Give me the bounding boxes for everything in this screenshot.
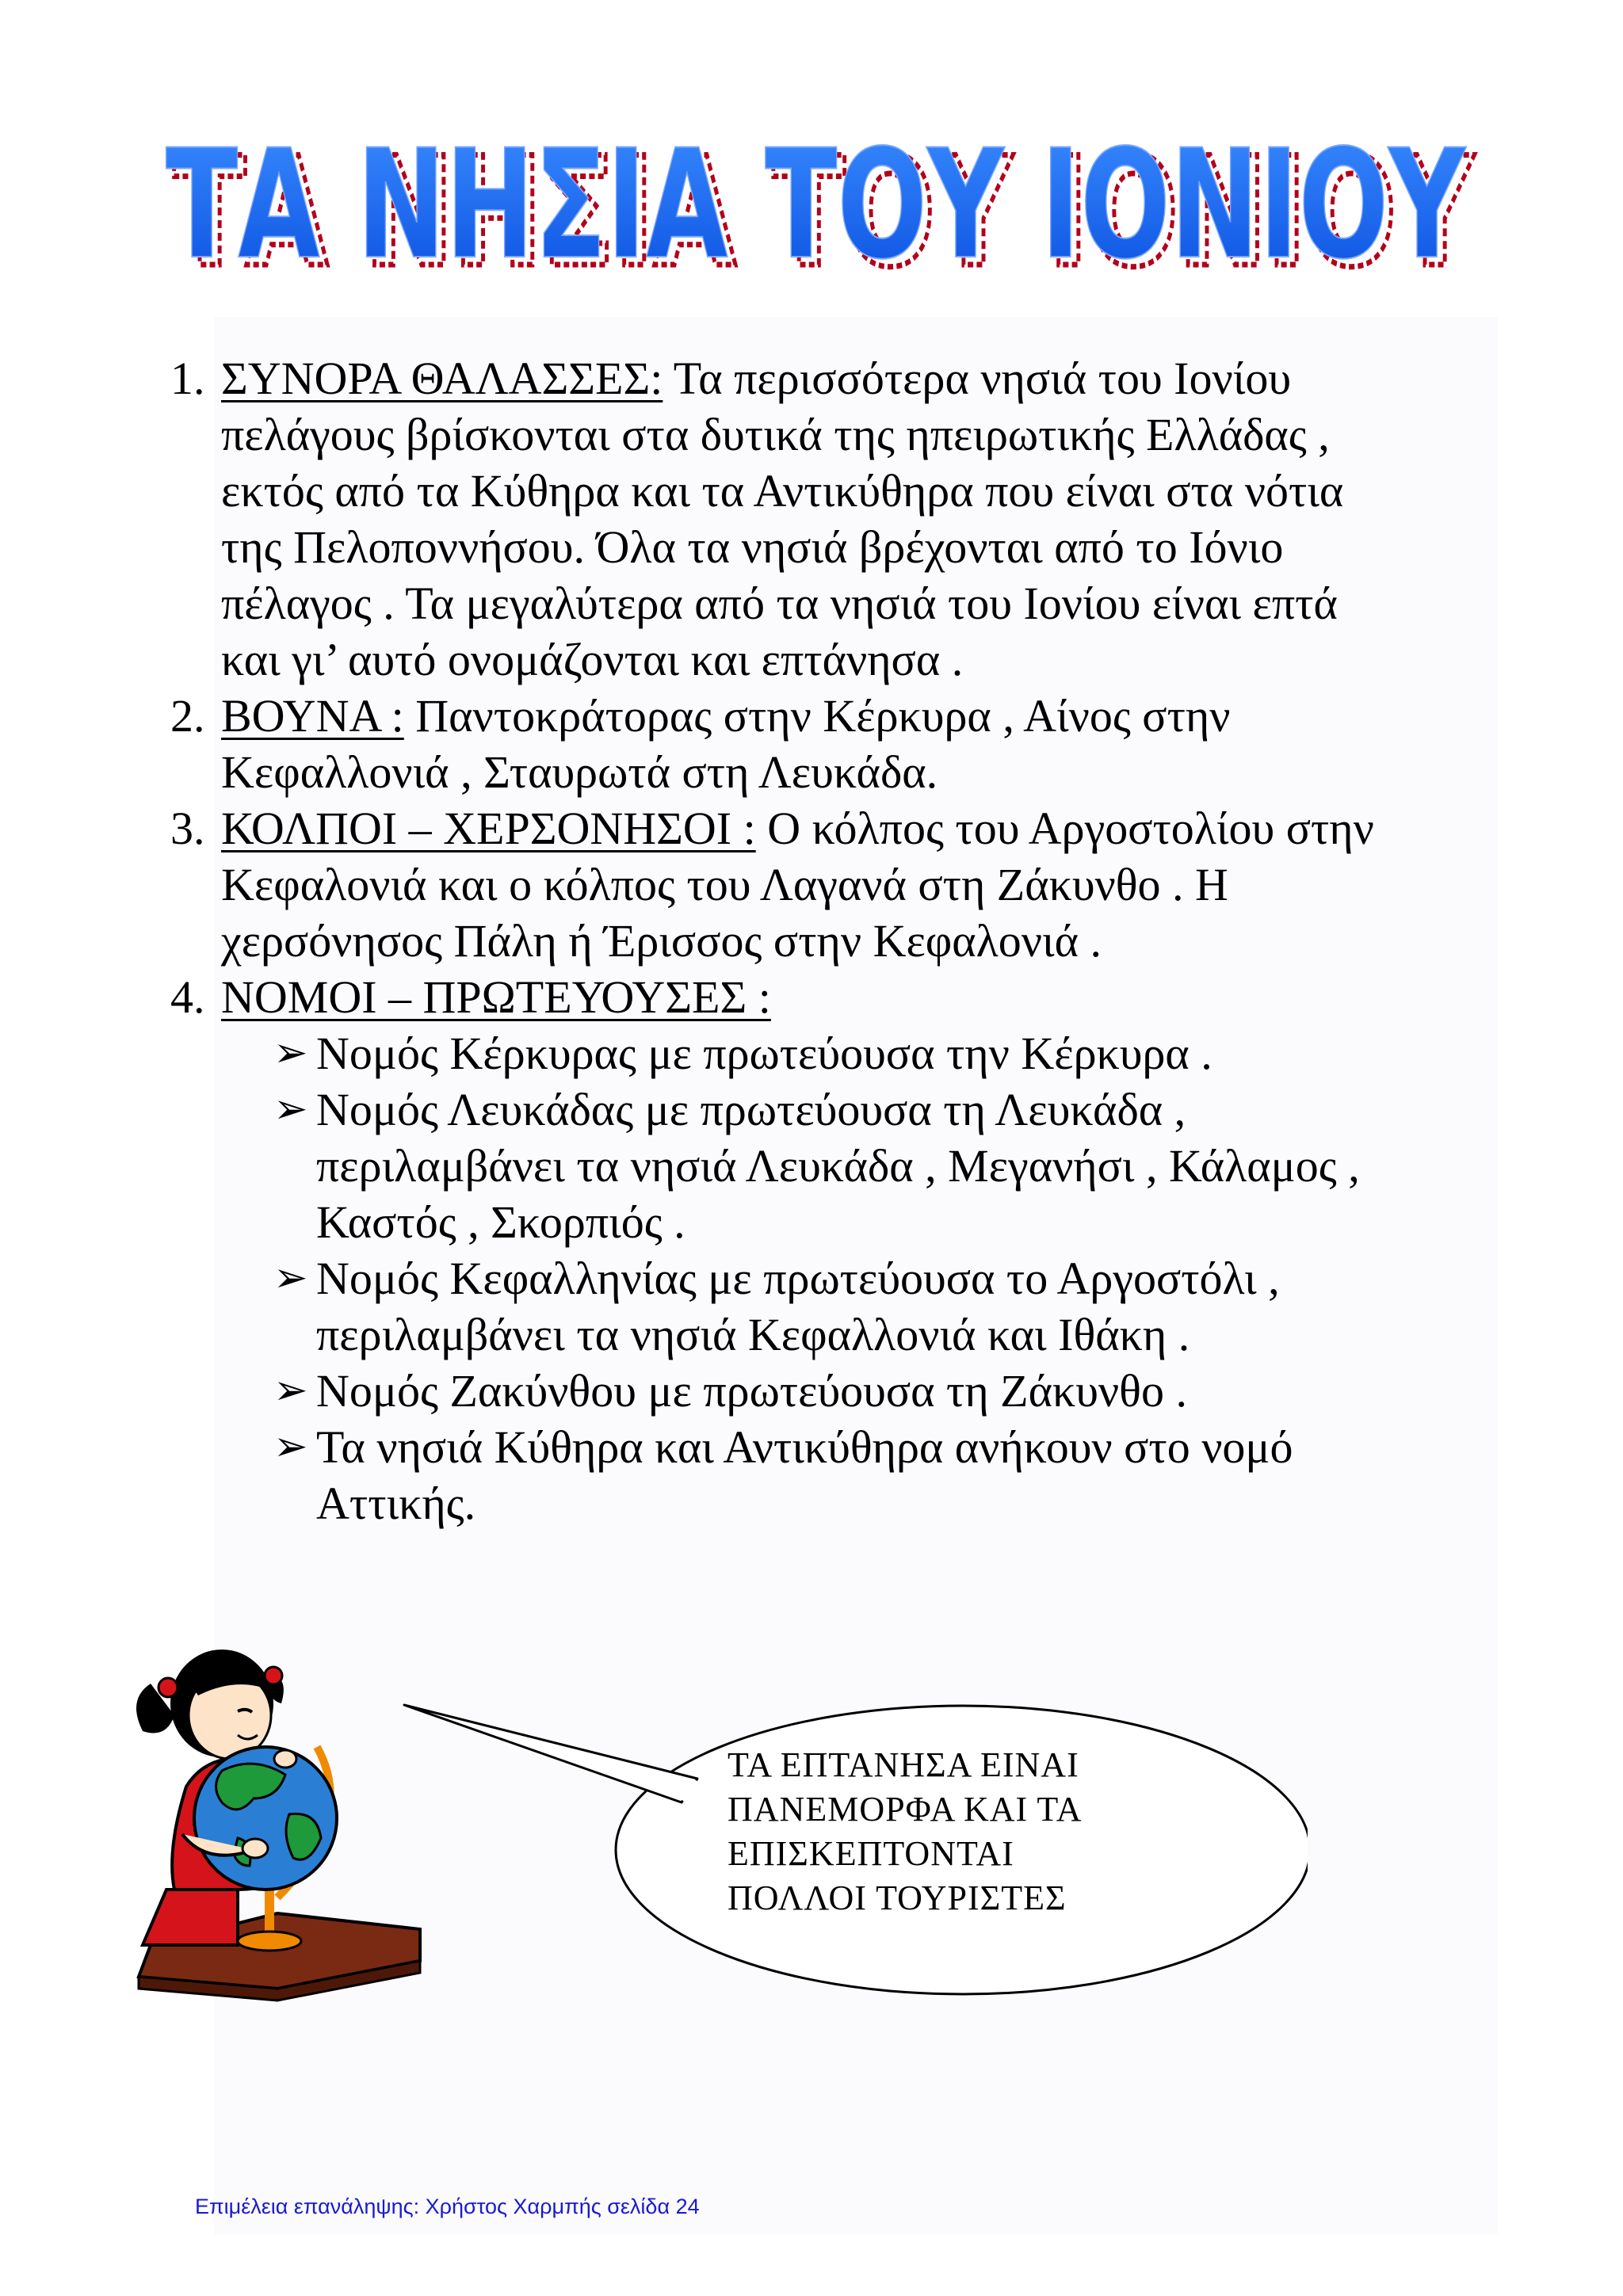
item-line: Κεφαλονιά και ο κόλπος του Λαγανά στη Ζάκυνθο . Η — [221, 859, 1228, 910]
arrow-bullet-icon: ➢ — [273, 1368, 308, 1413]
sub-item — [273, 1081, 1565, 1250]
list-item-borders — [170, 350, 1565, 688]
main-content — [170, 350, 1565, 1531]
arrow-bullet-icon: ➢ — [273, 1256, 308, 1301]
sub-item-line: Νομός Κέρκυρας με πρωτεύουσα την Κέρκυρα . — [316, 1028, 1212, 1079]
sub-item-line: περιλαμβάνει τα νησιά Κεφαλλονιά και Ιθάκη . — [316, 1309, 1190, 1360]
item-line: και γι’ αυτό ονομάζονται και επτάνησα . — [221, 634, 964, 685]
title-text: ΤΑ ΝΗΣΙΑ ΤΟΥ ΙΟΝΙΟΥ — [166, 135, 1467, 285]
hand — [242, 1839, 268, 1858]
sub-item-line: Αττικής. — [316, 1478, 476, 1529]
item-line: Ο κόλπος του Αργοστολίου στην — [755, 803, 1374, 854]
item-heading: ΣΥΝΟΡΑ ΘΑΛΑΣΣΕΣ: — [221, 353, 663, 404]
item-number: 2. — [170, 690, 205, 742]
list-item-gulfs — [170, 800, 1565, 969]
hand — [274, 1750, 296, 1768]
speech-bubble-tail — [404, 1705, 697, 1802]
item-number: 1. — [170, 353, 205, 404]
item-line: Παντοκράτορας στην Κέρκυρα , Αίνος στην — [403, 690, 1231, 742]
arrow-bullet-icon: ➢ — [273, 1425, 308, 1470]
hair-bow-right — [265, 1667, 282, 1684]
hair-bow-left — [158, 1678, 178, 1697]
item-line: πέλαγος . Τα μεγαλύτερα από τα νησιά του Ιονίου είναι επτά — [221, 578, 1338, 629]
item-number: 4. — [170, 971, 205, 1023]
sub-item — [273, 1250, 1565, 1363]
item-heading: ΝΟΜΟΙ – ΠΡΩΤΕΥΟΥΣΕΣ : — [221, 971, 771, 1023]
list-item-mountains — [170, 688, 1565, 800]
sub-item-line: Νομός Λευκάδας με πρωτεύουσα τη Λευκάδα , — [316, 1084, 1186, 1135]
sub-item — [273, 1025, 1565, 1081]
item-heading: ΒΟΥΝΑ : — [221, 690, 404, 742]
page-footer: Επιμέλεια επανάληψης: Χρήστος Χαρμπής σελίδα 24 — [195, 2195, 700, 2218]
item-line: Τα περισσότερα νησιά του Ιονίου — [663, 353, 1292, 404]
sub-item — [273, 1363, 1565, 1419]
arrow-bullet-icon: ➢ — [273, 1031, 308, 1076]
list-item-prefectures — [170, 969, 1565, 1025]
sub-item-line: περιλαμβάνει τα νησιά Λευκάδα , Μεγανήσι , Κάλαμος , — [316, 1140, 1360, 1192]
item-line: χερσόνησος Πάλη ή Έρισσος στην Κεφαλονιά . — [221, 915, 1102, 967]
sub-item-line: Τα νησιά Κύθηρα και Αντικύθηρα ανήκουν στο νομό — [316, 1421, 1293, 1473]
item-line: της Πελοποννήσου. Όλα τα νησιά βρέχονται από το Ιόνιο — [221, 521, 1284, 573]
speech-line: ΠΟΛΛΟΙ ΤΟΥΡΙΣΤΕΣ — [727, 1878, 1067, 1917]
item-line: εκτός από τα Κύθηρα και τα Αντικύθηρα που είναι στα νότια — [221, 465, 1344, 517]
speech-line: ΤΑ ΕΠΤΑΝΗΣΑ ΕΙΝΑΙ — [727, 1745, 1079, 1784]
title-shadow: ΤΑ ΝΗΣΙΑ ΤΟΥ ΙΟΝΙΟΥ — [174, 135, 1475, 285]
page-title — [162, 135, 1478, 285]
sub-item — [273, 1419, 1565, 1531]
sub-item-line: Νομός Ζακύνθου με πρωτεύουσα τη Ζάκυνθο . — [316, 1365, 1187, 1417]
arrow-bullet-icon: ➢ — [273, 1087, 308, 1132]
sub-item-line: Καστός , Σκορπιός . — [316, 1196, 685, 1248]
speech-bubble-text — [727, 1743, 1155, 1920]
skirt-shape — [143, 1890, 238, 1945]
item-line: Κεφαλλονιά , Σταυρωτά στη Λευκάδα. — [221, 746, 938, 798]
item-line: πελάγους βρίσκονται στα δυτικά της ηπειρωτικής Ελλάδας , — [221, 409, 1330, 460]
speech-line: ΕΠΙΣΚΕΠΤΟΝΤΑΙ — [727, 1834, 1014, 1873]
item-heading: ΚΟΛΠΟΙ – ΧΕΡΣΟΝΗΣΟΙ : — [221, 803, 756, 854]
globe-base — [238, 1932, 301, 1951]
item-number: 3. — [170, 803, 205, 854]
speech-line: ΠΑΝΕΜΟΡΦΑ ΚΑΙ ΤΑ — [727, 1790, 1083, 1829]
sub-item-line: Νομός Κεφαλληνίας με πρωτεύουσα το Αργοστόλι , — [316, 1253, 1280, 1304]
